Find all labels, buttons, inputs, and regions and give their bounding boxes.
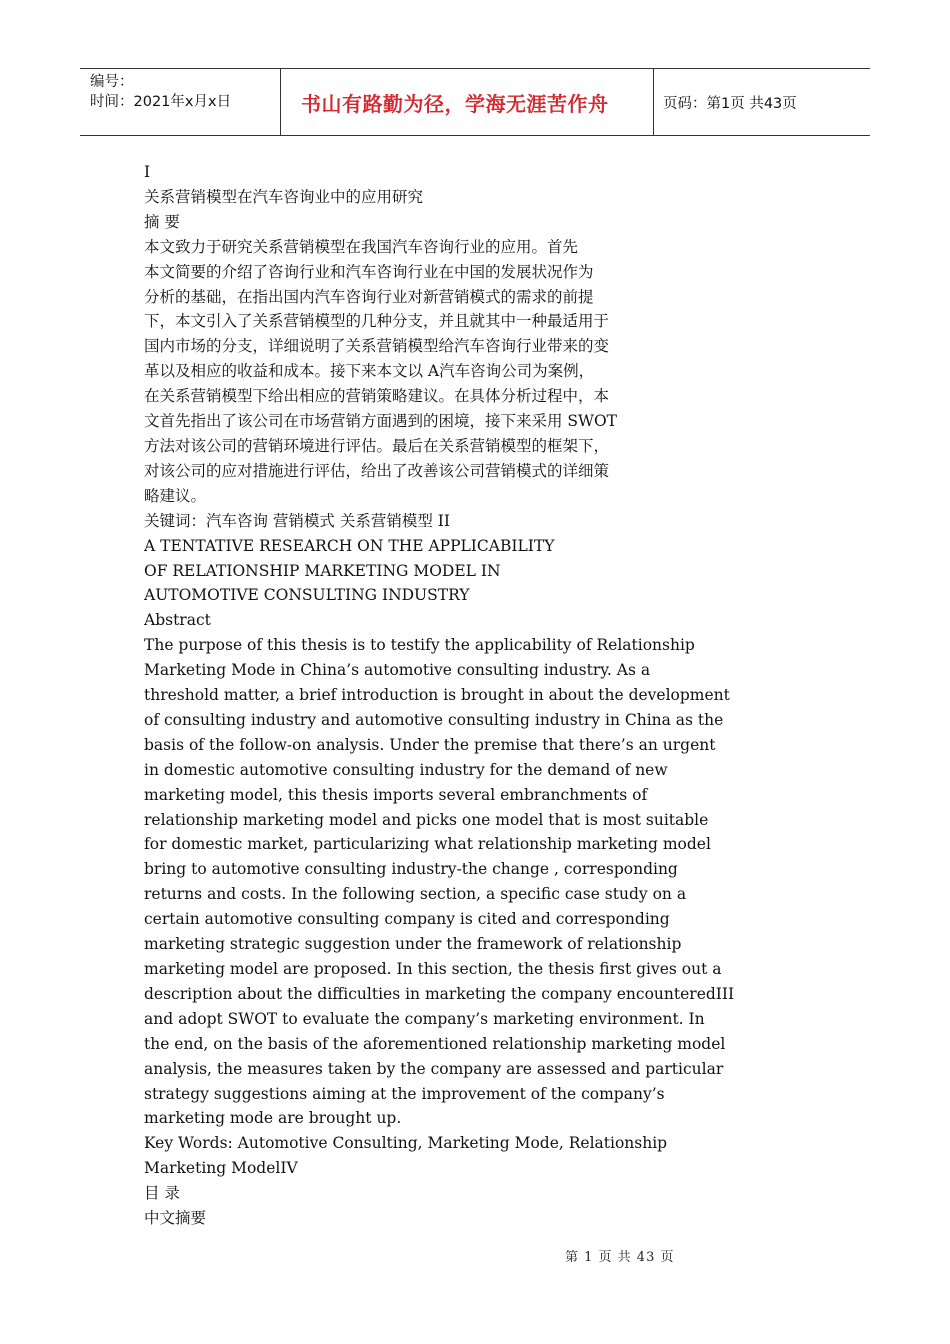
text-line: relationship marketing model and picks one model that is most suitable [144, 810, 709, 829]
text-line: in domestic automotive consulting industry for the demand of new [144, 760, 668, 779]
text-line: A TENTATIVE RESEARCH ON THE APPLICABILITY [144, 536, 555, 555]
text-line: 对该公司的应对措施进行评估，给出了改善该公司营销模式的详细策 [144, 461, 610, 480]
text-line: 方法对该公司的营销环境进行评估。最后在关系营销模型的框架下， [144, 436, 610, 455]
text-line: 本文致力于研究关系营销模型在我国汽车咨询行业的应用。首先 [144, 237, 579, 256]
text-line: Marketing Mode in China’s automotive consulting industry. As a [144, 661, 651, 680]
text-line: 关系营销模型在汽车咨询业中的应用研究 [144, 187, 424, 206]
text-line: analysis, the measures taken by the company are assessed and particular [144, 1059, 724, 1078]
text-line: description about the difficulties in marketing the company encounteredIII [144, 984, 735, 1003]
document-body [144, 160, 735, 1231]
text-line: strategy suggestions aiming at the improvement of the company’s [144, 1084, 665, 1103]
text-line: I [144, 163, 151, 181]
text-line: 下，本文引入了关系营销模型的几种分支，并且就其中一种最适用于 [144, 312, 610, 331]
text-line: marketing strategic suggestion under the framework of relationship [144, 935, 682, 954]
page-footer: 第 1 页 共 43 页 [565, 1250, 675, 1265]
text-line: and adopt SWOT to evaluate the company’s marketing environment. In [144, 1009, 705, 1028]
text-line: OF RELATIONSHIP MARKETING MODEL IN [144, 561, 501, 580]
text-line: marketing model, this thesis imports several embranchments of [144, 785, 648, 804]
text-line: for domestic market, particularizing what relationship marketing model [144, 835, 711, 854]
text-line: certain automotive consulting company is cited and corresponding [144, 910, 670, 929]
text-line: 分析的基础，在指出国内汽车咨询行业对新营销模式的需求的前提 [144, 287, 594, 306]
text-line: 略建议。 [144, 486, 207, 505]
text-line: Marketing ModelIV [144, 1159, 298, 1178]
date-line: 时间：2021年x月x日 [90, 94, 232, 110]
text-line: 目 录 [144, 1184, 180, 1203]
text-line: returns and costs. In the following section, a specific case study on a [144, 885, 687, 904]
text-line: the end, on the basis of the aforementioned relationship marketing model [144, 1034, 726, 1053]
text-line: threshold matter, a brief introduction is brought in about the development [144, 686, 730, 705]
text-line: basis of the follow-on analysis. Under the premise that there’s an urgent [144, 735, 716, 754]
page-header [80, 68, 870, 136]
header-meta [80, 69, 281, 135]
text-line: 关键词：汽车咨询 营销模式 关系营销模型 II [144, 511, 451, 530]
text-line: The purpose of this thesis is to testify the applicability of Relationship [144, 636, 695, 655]
text-line: 文首先指出了该公司在市场营销方面遇到的困境，接下来采用 SWOT [144, 412, 618, 431]
text-line: marketing mode are brought up. [144, 1109, 402, 1128]
text-line: 在关系营销模型下给出相应的营销策略建议。在具体分析过程中，本 [144, 387, 610, 406]
text-line: 本文简要的介绍了咨询行业和汽车咨询行业在中国的发展状况作为 [144, 262, 594, 281]
header-page-info: 页码：第1页 共43页 [663, 95, 797, 112]
text-line: 摘 要 [144, 212, 180, 231]
text-line: AUTOMOTIVE CONSULTING INDUSTRY [144, 586, 470, 605]
text-line: Key Words: Automotive Consulting, Marketing Mode, Relationship [144, 1134, 668, 1153]
header-motto: 书山有路勤为径，学海无涯苦作舟 [281, 69, 654, 135]
text-line: bring to automotive consulting industry-the change , corresponding [144, 860, 678, 879]
code-label: 编号： [90, 74, 134, 90]
text-line: 国内市场的分支，详细说明了关系营销模型给汽车咨询行业带来的变 [144, 337, 610, 356]
text-line: of consulting industry and automotive consulting industry in China as the [144, 710, 724, 729]
text-line: 革以及相应的收益和成本。接下来本文以 A汽车咨询公司为案例， [144, 362, 595, 381]
text-line: Abstract [144, 611, 211, 630]
text-line: marketing model are proposed. In this section, the thesis first gives out a [144, 960, 722, 978]
text-line: 中文摘要 [144, 1209, 207, 1228]
